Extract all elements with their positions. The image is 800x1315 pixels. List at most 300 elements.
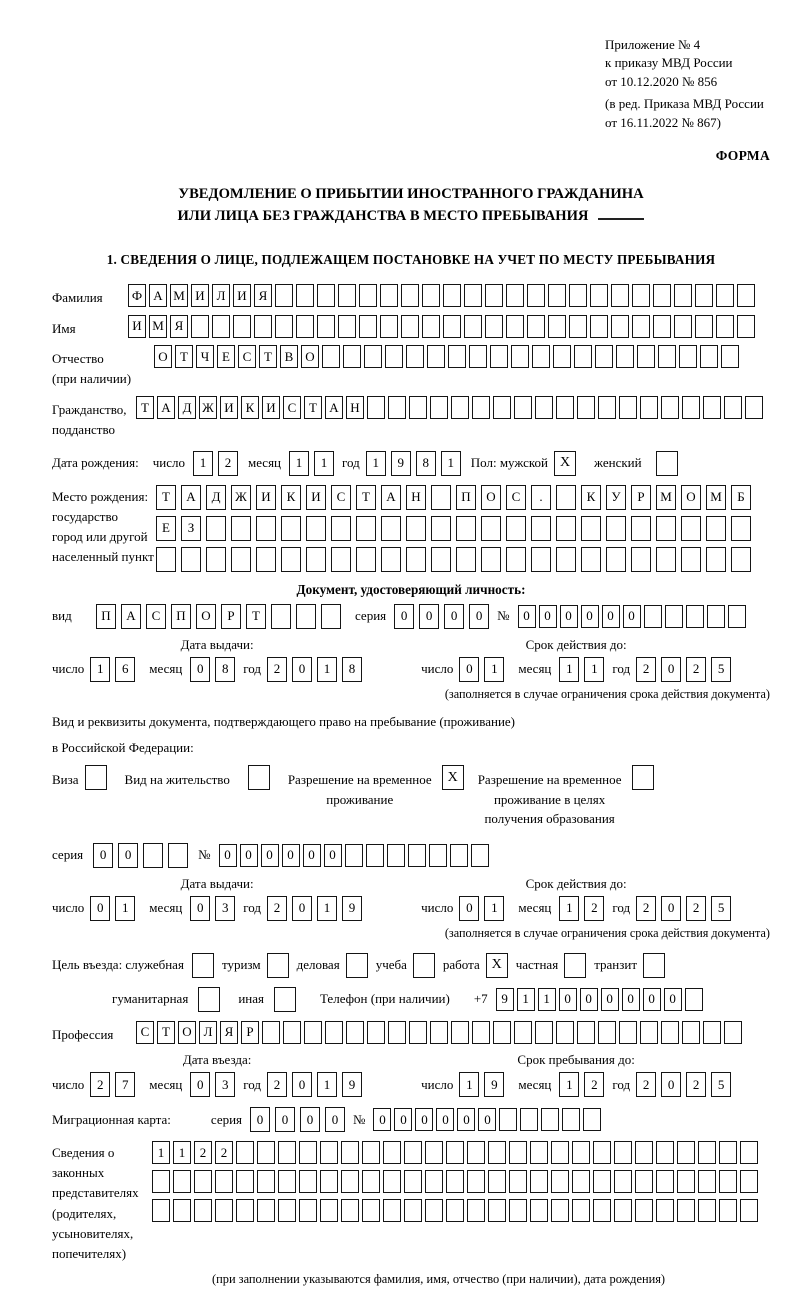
char-cell[interactable]: [581, 516, 601, 541]
char-cell[interactable]: [493, 396, 511, 419]
char-cell[interactable]: [425, 1199, 443, 1222]
char-cell[interactable]: 0: [275, 1107, 295, 1132]
char-cell[interactable]: Л: [212, 284, 230, 307]
char-cell[interactable]: 0: [580, 988, 598, 1011]
char-cell[interactable]: 0: [560, 605, 578, 628]
purpose-tourism-checkbox[interactable]: [267, 953, 289, 978]
char-cell[interactable]: [380, 284, 398, 307]
char-cell[interactable]: 0: [602, 605, 620, 628]
char-cell[interactable]: [556, 1021, 574, 1044]
char-cell[interactable]: [606, 547, 626, 572]
char-cell[interactable]: 1: [459, 1072, 479, 1097]
char-cell[interactable]: 0: [539, 605, 557, 628]
char-cell[interactable]: [143, 843, 163, 868]
char-cell[interactable]: [467, 1199, 485, 1222]
char-cell[interactable]: [257, 1199, 275, 1222]
char-cell[interactable]: [682, 396, 700, 419]
char-cell[interactable]: [506, 315, 524, 338]
char-cell[interactable]: [506, 284, 524, 307]
char-cell[interactable]: [404, 1141, 422, 1164]
char-cell[interactable]: [698, 1170, 716, 1193]
char-cell[interactable]: [681, 516, 701, 541]
char-cell[interactable]: 2: [636, 896, 656, 921]
char-cell[interactable]: [409, 1021, 427, 1044]
char-cell[interactable]: 0: [190, 896, 210, 921]
char-cell[interactable]: [488, 1141, 506, 1164]
char-cell[interactable]: [456, 516, 476, 541]
char-cell[interactable]: О: [178, 1021, 196, 1044]
char-cell[interactable]: 1: [317, 1072, 337, 1097]
char-cell[interactable]: [541, 1108, 559, 1131]
char-cell[interactable]: [338, 315, 356, 338]
char-cell[interactable]: У: [606, 485, 626, 510]
char-cell[interactable]: [362, 1141, 380, 1164]
char-cell[interactable]: [644, 605, 662, 628]
char-cell[interactable]: [296, 604, 316, 629]
char-cell[interactable]: К: [241, 396, 259, 419]
char-cell[interactable]: [653, 284, 671, 307]
char-cell[interactable]: 0: [292, 1072, 312, 1097]
char-cell[interactable]: [640, 1021, 658, 1044]
char-cell[interactable]: [422, 315, 440, 338]
char-cell[interactable]: [632, 315, 650, 338]
char-cell[interactable]: [366, 844, 384, 867]
char-cell[interactable]: [556, 516, 576, 541]
char-cell[interactable]: [527, 315, 545, 338]
char-cell[interactable]: [181, 547, 201, 572]
char-cell[interactable]: А: [325, 396, 343, 419]
char-cell[interactable]: [381, 547, 401, 572]
char-cell[interactable]: [577, 396, 595, 419]
char-cell[interactable]: [677, 1170, 695, 1193]
char-cell[interactable]: 2: [584, 1072, 604, 1097]
char-cell[interactable]: [409, 396, 427, 419]
char-cell[interactable]: [548, 315, 566, 338]
char-cell[interactable]: [593, 1170, 611, 1193]
char-cell[interactable]: 0: [661, 657, 681, 682]
char-cell[interactable]: [506, 516, 526, 541]
char-cell[interactable]: [422, 284, 440, 307]
char-cell[interactable]: [446, 1199, 464, 1222]
char-cell[interactable]: [467, 1170, 485, 1193]
char-cell[interactable]: 0: [250, 1107, 270, 1132]
char-cell[interactable]: [362, 1170, 380, 1193]
char-cell[interactable]: [481, 516, 501, 541]
char-cell[interactable]: [548, 284, 566, 307]
char-cell[interactable]: [430, 1021, 448, 1044]
char-cell[interactable]: [331, 547, 351, 572]
temp-permit-checkbox[interactable]: X: [442, 765, 464, 790]
char-cell[interactable]: [562, 1108, 580, 1131]
char-cell[interactable]: 0: [394, 1108, 412, 1131]
char-cell[interactable]: Е: [217, 345, 235, 368]
char-cell[interactable]: 1: [314, 451, 334, 476]
char-cell[interactable]: [598, 1021, 616, 1044]
char-cell[interactable]: [740, 1170, 758, 1193]
char-cell[interactable]: 0: [373, 1108, 391, 1131]
char-cell[interactable]: 2: [267, 657, 287, 682]
char-cell[interactable]: 1: [517, 988, 535, 1011]
char-cell[interactable]: 0: [469, 604, 489, 629]
char-cell[interactable]: [367, 1021, 385, 1044]
char-cell[interactable]: 0: [419, 604, 439, 629]
char-cell[interactable]: 0: [559, 988, 577, 1011]
char-cell[interactable]: [404, 1199, 422, 1222]
char-cell[interactable]: [530, 1170, 548, 1193]
char-cell[interactable]: Ч: [196, 345, 214, 368]
char-cell[interactable]: [745, 396, 763, 419]
char-cell[interactable]: [406, 547, 426, 572]
char-cell[interactable]: [429, 844, 447, 867]
char-cell[interactable]: 0: [478, 1108, 496, 1131]
char-cell[interactable]: [682, 1021, 700, 1044]
char-cell[interactable]: 0: [394, 604, 414, 629]
char-cell[interactable]: [381, 516, 401, 541]
char-cell[interactable]: [728, 605, 746, 628]
char-cell[interactable]: [325, 1021, 343, 1044]
char-cell[interactable]: [531, 516, 551, 541]
char-cell[interactable]: А: [181, 485, 201, 510]
char-cell[interactable]: [194, 1170, 212, 1193]
char-cell[interactable]: [556, 396, 574, 419]
char-cell[interactable]: Р: [241, 1021, 259, 1044]
char-cell[interactable]: [532, 345, 550, 368]
char-cell[interactable]: Т: [356, 485, 376, 510]
char-cell[interactable]: [236, 1170, 254, 1193]
char-cell[interactable]: [168, 843, 188, 868]
char-cell[interactable]: [698, 1141, 716, 1164]
char-cell[interactable]: 6: [115, 657, 135, 682]
char-cell[interactable]: Т: [259, 345, 277, 368]
char-cell[interactable]: [686, 605, 704, 628]
char-cell[interactable]: [685, 988, 703, 1011]
char-cell[interactable]: 1: [559, 1072, 579, 1097]
char-cell[interactable]: [212, 315, 230, 338]
char-cell[interactable]: [583, 1108, 601, 1131]
char-cell[interactable]: [611, 315, 629, 338]
char-cell[interactable]: З: [181, 516, 201, 541]
char-cell[interactable]: [509, 1170, 527, 1193]
char-cell[interactable]: [281, 516, 301, 541]
char-cell[interactable]: И: [191, 284, 209, 307]
char-cell[interactable]: [456, 547, 476, 572]
char-cell[interactable]: 1: [115, 896, 135, 921]
char-cell[interactable]: 2: [215, 1141, 233, 1164]
char-cell[interactable]: [256, 547, 276, 572]
char-cell[interactable]: [387, 844, 405, 867]
char-cell[interactable]: [509, 1199, 527, 1222]
char-cell[interactable]: [514, 396, 532, 419]
char-cell[interactable]: [530, 1199, 548, 1222]
char-cell[interactable]: [257, 1141, 275, 1164]
char-cell[interactable]: П: [171, 604, 191, 629]
char-cell[interactable]: Б: [731, 485, 751, 510]
char-cell[interactable]: 1: [366, 451, 386, 476]
char-cell[interactable]: [590, 284, 608, 307]
char-cell[interactable]: [614, 1170, 632, 1193]
char-cell[interactable]: [296, 315, 314, 338]
char-cell[interactable]: [616, 345, 634, 368]
char-cell[interactable]: 1: [173, 1141, 191, 1164]
char-cell[interactable]: 3: [215, 896, 235, 921]
char-cell[interactable]: [322, 345, 340, 368]
char-cell[interactable]: [320, 1199, 338, 1222]
char-cell[interactable]: [343, 345, 361, 368]
char-cell[interactable]: [194, 1199, 212, 1222]
char-cell[interactable]: [593, 1141, 611, 1164]
char-cell[interactable]: 5: [711, 1072, 731, 1097]
char-cell[interactable]: [406, 516, 426, 541]
char-cell[interactable]: Ж: [199, 396, 217, 419]
char-cell[interactable]: Я: [254, 284, 272, 307]
char-cell[interactable]: [425, 1170, 443, 1193]
char-cell[interactable]: [574, 345, 592, 368]
char-cell[interactable]: [681, 547, 701, 572]
char-cell[interactable]: 0: [93, 843, 113, 868]
char-cell[interactable]: [719, 1170, 737, 1193]
char-cell[interactable]: [451, 396, 469, 419]
char-cell[interactable]: Ф: [128, 284, 146, 307]
char-cell[interactable]: [283, 1021, 301, 1044]
char-cell[interactable]: [152, 1170, 170, 1193]
visa-checkbox[interactable]: [85, 765, 107, 790]
char-cell[interactable]: [593, 1199, 611, 1222]
char-cell[interactable]: 0: [623, 605, 641, 628]
char-cell[interactable]: [383, 1170, 401, 1193]
char-cell[interactable]: [527, 284, 545, 307]
char-cell[interactable]: [341, 1199, 359, 1222]
char-cell[interactable]: [281, 547, 301, 572]
char-cell[interactable]: [278, 1170, 296, 1193]
char-cell[interactable]: [321, 604, 341, 629]
char-cell[interactable]: [569, 315, 587, 338]
char-cell[interactable]: 0: [292, 896, 312, 921]
char-cell[interactable]: 2: [194, 1141, 212, 1164]
char-cell[interactable]: Т: [175, 345, 193, 368]
char-cell[interactable]: [385, 345, 403, 368]
char-cell[interactable]: [304, 1021, 322, 1044]
char-cell[interactable]: И: [220, 396, 238, 419]
char-cell[interactable]: 0: [325, 1107, 345, 1132]
char-cell[interactable]: 1: [90, 657, 110, 682]
char-cell[interactable]: [320, 1141, 338, 1164]
char-cell[interactable]: А: [149, 284, 167, 307]
char-cell[interactable]: [383, 1199, 401, 1222]
char-cell[interactable]: [530, 1141, 548, 1164]
char-cell[interactable]: 0: [240, 844, 258, 867]
char-cell[interactable]: [471, 844, 489, 867]
char-cell[interactable]: [485, 284, 503, 307]
char-cell[interactable]: Т: [156, 485, 176, 510]
char-cell[interactable]: [469, 345, 487, 368]
char-cell[interactable]: [450, 844, 468, 867]
char-cell[interactable]: [553, 345, 571, 368]
char-cell[interactable]: [716, 315, 734, 338]
char-cell[interactable]: [737, 315, 755, 338]
char-cell[interactable]: 1: [193, 451, 213, 476]
char-cell[interactable]: 2: [90, 1072, 110, 1097]
char-cell[interactable]: 2: [584, 896, 604, 921]
char-cell[interactable]: В: [280, 345, 298, 368]
char-cell[interactable]: С: [136, 1021, 154, 1044]
char-cell[interactable]: [731, 547, 751, 572]
char-cell[interactable]: [472, 1021, 490, 1044]
char-cell[interactable]: [425, 1141, 443, 1164]
purpose-private-checkbox[interactable]: [564, 953, 586, 978]
male-checkbox[interactable]: X: [554, 451, 576, 476]
purpose-business-checkbox[interactable]: [346, 953, 368, 978]
char-cell[interactable]: [464, 315, 482, 338]
char-cell[interactable]: [679, 345, 697, 368]
char-cell[interactable]: [388, 396, 406, 419]
char-cell[interactable]: [661, 396, 679, 419]
char-cell[interactable]: [472, 396, 490, 419]
char-cell[interactable]: [446, 1141, 464, 1164]
char-cell[interactable]: [383, 1141, 401, 1164]
char-cell[interactable]: Н: [406, 485, 426, 510]
char-cell[interactable]: [658, 345, 676, 368]
char-cell[interactable]: [341, 1141, 359, 1164]
char-cell[interactable]: [359, 315, 377, 338]
char-cell[interactable]: [156, 547, 176, 572]
char-cell[interactable]: Р: [221, 604, 241, 629]
char-cell[interactable]: [443, 284, 461, 307]
char-cell[interactable]: [367, 396, 385, 419]
char-cell[interactable]: [514, 1021, 532, 1044]
char-cell[interactable]: [569, 284, 587, 307]
char-cell[interactable]: [740, 1141, 758, 1164]
char-cell[interactable]: [236, 1141, 254, 1164]
char-cell[interactable]: 1: [317, 657, 337, 682]
char-cell[interactable]: 0: [661, 896, 681, 921]
char-cell[interactable]: 0: [303, 844, 321, 867]
char-cell[interactable]: [443, 315, 461, 338]
char-cell[interactable]: М: [656, 485, 676, 510]
char-cell[interactable]: [551, 1141, 569, 1164]
char-cell[interactable]: [674, 315, 692, 338]
char-cell[interactable]: [362, 1199, 380, 1222]
char-cell[interactable]: 5: [711, 896, 731, 921]
char-cell[interactable]: [388, 1021, 406, 1044]
char-cell[interactable]: [632, 284, 650, 307]
char-cell[interactable]: [716, 284, 734, 307]
char-cell[interactable]: К: [281, 485, 301, 510]
char-cell[interactable]: [737, 284, 755, 307]
char-cell[interactable]: [556, 485, 576, 510]
char-cell[interactable]: [614, 1141, 632, 1164]
char-cell[interactable]: [231, 516, 251, 541]
char-cell[interactable]: [551, 1170, 569, 1193]
char-cell[interactable]: [619, 1021, 637, 1044]
char-cell[interactable]: 8: [215, 657, 235, 682]
char-cell[interactable]: Л: [199, 1021, 217, 1044]
char-cell[interactable]: 0: [118, 843, 138, 868]
char-cell[interactable]: [278, 1199, 296, 1222]
char-cell[interactable]: [551, 1199, 569, 1222]
char-cell[interactable]: [488, 1170, 506, 1193]
char-cell[interactable]: 0: [324, 844, 342, 867]
char-cell[interactable]: [408, 844, 426, 867]
char-cell[interactable]: [572, 1170, 590, 1193]
char-cell[interactable]: [695, 284, 713, 307]
char-cell[interactable]: [346, 1021, 364, 1044]
char-cell[interactable]: [506, 547, 526, 572]
char-cell[interactable]: [572, 1199, 590, 1222]
char-cell[interactable]: 0: [459, 896, 479, 921]
char-cell[interactable]: [611, 284, 629, 307]
char-cell[interactable]: [637, 345, 655, 368]
char-cell[interactable]: 9: [496, 988, 514, 1011]
char-cell[interactable]: [707, 605, 725, 628]
char-cell[interactable]: [191, 315, 209, 338]
char-cell[interactable]: [700, 345, 718, 368]
char-cell[interactable]: 1: [317, 896, 337, 921]
char-cell[interactable]: 8: [416, 451, 436, 476]
purpose-official-checkbox[interactable]: [192, 953, 214, 978]
char-cell[interactable]: Т: [304, 396, 322, 419]
female-checkbox[interactable]: [656, 451, 678, 476]
char-cell[interactable]: 9: [342, 1072, 362, 1097]
char-cell[interactable]: 0: [661, 1072, 681, 1097]
char-cell[interactable]: Е: [156, 516, 176, 541]
char-cell[interactable]: [215, 1199, 233, 1222]
char-cell[interactable]: [317, 284, 335, 307]
char-cell[interactable]: 0: [622, 988, 640, 1011]
char-cell[interactable]: 0: [190, 657, 210, 682]
char-cell[interactable]: О: [154, 345, 172, 368]
char-cell[interactable]: [619, 396, 637, 419]
char-cell[interactable]: [703, 1021, 721, 1044]
char-cell[interactable]: О: [301, 345, 319, 368]
char-cell[interactable]: 5: [711, 657, 731, 682]
char-cell[interactable]: [635, 1141, 653, 1164]
char-cell[interactable]: И: [233, 284, 251, 307]
char-cell[interactable]: [173, 1199, 191, 1222]
residence-permit-checkbox[interactable]: [248, 765, 270, 790]
char-cell[interactable]: [509, 1141, 527, 1164]
char-cell[interactable]: [595, 345, 613, 368]
char-cell[interactable]: О: [681, 485, 701, 510]
purpose-work-checkbox[interactable]: X: [486, 953, 508, 978]
char-cell[interactable]: [427, 345, 445, 368]
char-cell[interactable]: [215, 1170, 233, 1193]
char-cell[interactable]: [431, 547, 451, 572]
char-cell[interactable]: [306, 547, 326, 572]
char-cell[interactable]: [401, 315, 419, 338]
char-cell[interactable]: [345, 844, 363, 867]
char-cell[interactable]: [356, 547, 376, 572]
char-cell[interactable]: 1: [538, 988, 556, 1011]
char-cell[interactable]: [740, 1199, 758, 1222]
char-cell[interactable]: 0: [457, 1108, 475, 1131]
char-cell[interactable]: [661, 1021, 679, 1044]
char-cell[interactable]: [431, 516, 451, 541]
char-cell[interactable]: [359, 284, 377, 307]
char-cell[interactable]: И: [128, 315, 146, 338]
char-cell[interactable]: Н: [346, 396, 364, 419]
char-cell[interactable]: [481, 547, 501, 572]
char-cell[interactable]: М: [149, 315, 167, 338]
char-cell[interactable]: 0: [300, 1107, 320, 1132]
char-cell[interactable]: 1: [584, 657, 604, 682]
char-cell[interactable]: К: [581, 485, 601, 510]
char-cell[interactable]: [364, 345, 382, 368]
char-cell[interactable]: 0: [664, 988, 682, 1011]
char-cell[interactable]: 2: [218, 451, 238, 476]
char-cell[interactable]: [448, 345, 466, 368]
char-cell[interactable]: [173, 1170, 191, 1193]
purpose-transit-checkbox[interactable]: [643, 953, 665, 978]
